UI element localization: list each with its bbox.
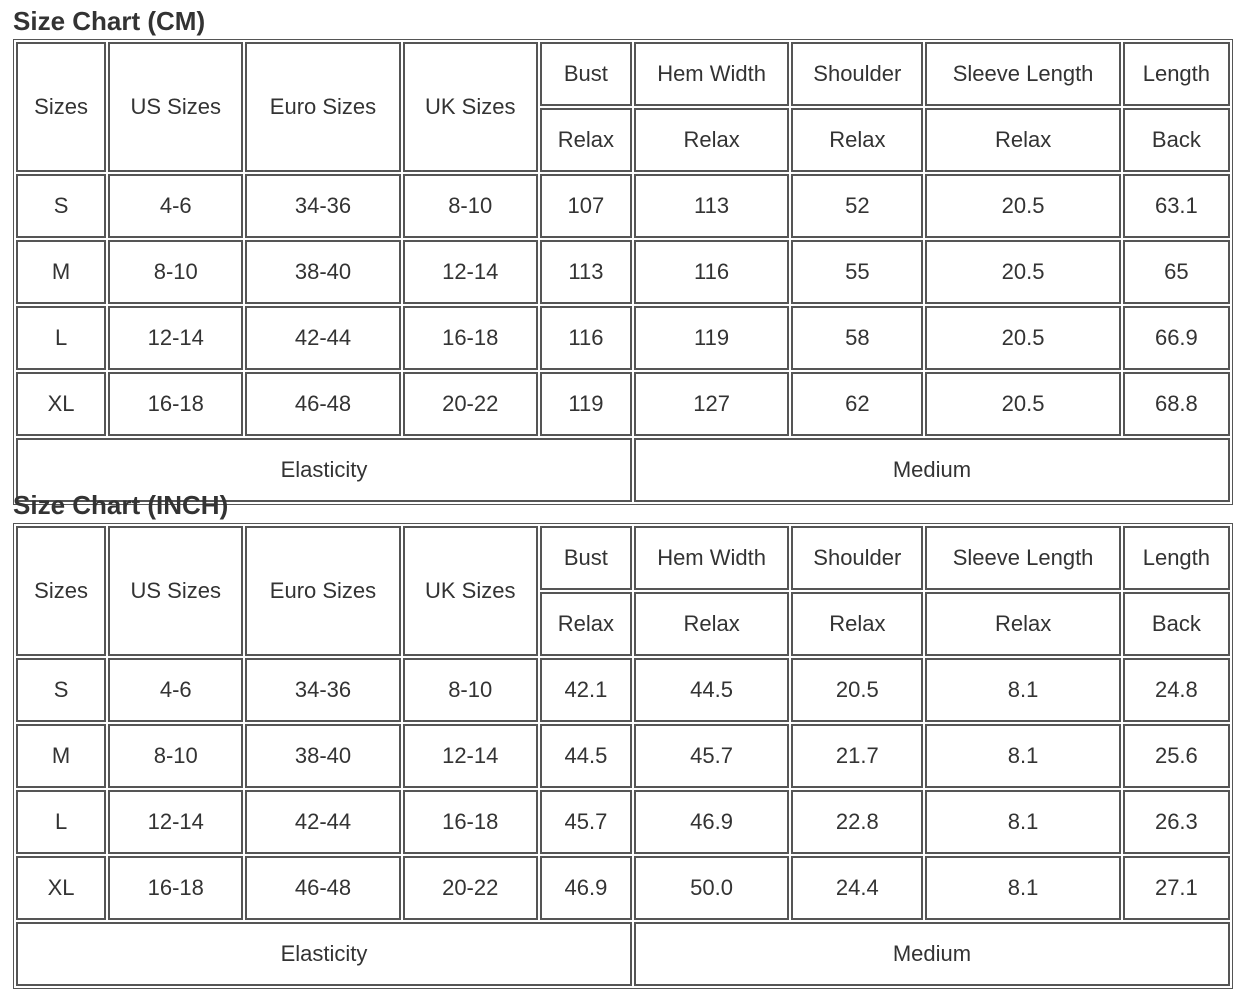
elasticity-value: Medium [634, 438, 1230, 502]
size-cell: M [16, 240, 106, 304]
us-size-cell: 12-14 [108, 790, 243, 854]
sleeve-length-cell: 20.5 [925, 174, 1120, 238]
shoulder-cell: 24.4 [791, 856, 923, 920]
hem-width-cell: 113 [634, 174, 789, 238]
uk-size-cell: 16-18 [403, 790, 538, 854]
subheader-sleeve-length: Relax [925, 108, 1120, 172]
table-row [16, 174, 1230, 238]
header-bust: Bust [540, 42, 632, 106]
length-cell: 65 [1123, 240, 1230, 304]
size-chart-cm-title: Size Chart (CM) [13, 6, 206, 36]
size-cell: XL [16, 856, 106, 920]
shoulder-cell: 20.5 [791, 658, 923, 722]
header-hem-width: Hem Width [634, 526, 789, 590]
euro-size-cell: 46-48 [245, 372, 400, 436]
table-row [16, 240, 1230, 304]
shoulder-cell: 62 [791, 372, 923, 436]
table-row [16, 372, 1230, 436]
bust-cell: 46.9 [540, 856, 632, 920]
us-size-cell: 12-14 [108, 306, 243, 370]
shoulder-cell: 58 [791, 306, 923, 370]
elasticity-label: Elasticity [16, 438, 632, 502]
shoulder-cell: 52 [791, 174, 923, 238]
hem-width-cell: 44.5 [634, 658, 789, 722]
header-shoulder: Shoulder [791, 526, 923, 590]
bust-cell: 116 [540, 306, 632, 370]
hem-width-cell: 127 [634, 372, 789, 436]
hem-width-cell: 50.0 [634, 856, 789, 920]
length-cell: 26.3 [1123, 790, 1230, 854]
subheader-hem-width: Relax [634, 592, 789, 656]
bust-cell: 45.7 [540, 790, 632, 854]
header-us-sizes: US Sizes [108, 42, 243, 172]
header-uk-sizes: UK Sizes [403, 42, 538, 172]
bust-cell: 113 [540, 240, 632, 304]
header-sizes: Sizes [16, 526, 106, 656]
length-cell: 68.8 [1123, 372, 1230, 436]
length-cell: 66.9 [1123, 306, 1230, 370]
size-chart-inch-title: Size Chart (INCH) [13, 490, 229, 520]
us-size-cell: 4-6 [108, 174, 243, 238]
length-cell: 27.1 [1123, 856, 1230, 920]
subheader-sleeve-length: Relax [925, 592, 1120, 656]
length-cell: 63.1 [1123, 174, 1230, 238]
size-cell: L [16, 790, 106, 854]
euro-size-cell: 46-48 [245, 856, 400, 920]
size-chart-cm-table [13, 39, 1233, 505]
header-sleeve-length: Sleeve Length [925, 42, 1120, 106]
size-cell: M [16, 724, 106, 788]
shoulder-cell: 55 [791, 240, 923, 304]
subheader-bust: Relax [540, 592, 632, 656]
subheader-length: Back [1123, 592, 1230, 656]
header-sleeve-length: Sleeve Length [925, 526, 1120, 590]
sleeve-length-cell: 20.5 [925, 372, 1120, 436]
euro-size-cell: 34-36 [245, 174, 400, 238]
header-length: Length [1123, 526, 1230, 590]
subheader-hem-width: Relax [634, 108, 789, 172]
sleeve-length-cell: 20.5 [925, 240, 1120, 304]
length-cell: 24.8 [1123, 658, 1230, 722]
euro-size-cell: 42-44 [245, 790, 400, 854]
elasticity-label: Elasticity [16, 922, 632, 986]
us-size-cell: 16-18 [108, 856, 243, 920]
size-cell: S [16, 658, 106, 722]
table-row [16, 724, 1230, 788]
subheader-shoulder: Relax [791, 592, 923, 656]
bust-cell: 107 [540, 174, 632, 238]
euro-size-cell: 42-44 [245, 306, 400, 370]
size-cell: XL [16, 372, 106, 436]
header-row [16, 42, 1230, 106]
uk-size-cell: 8-10 [403, 174, 538, 238]
us-size-cell: 8-10 [108, 240, 243, 304]
euro-size-cell: 34-36 [245, 658, 400, 722]
bust-cell: 44.5 [540, 724, 632, 788]
bust-cell: 42.1 [540, 658, 632, 722]
header-row [16, 526, 1230, 590]
elasticity-value: Medium [634, 922, 1230, 986]
hem-width-cell: 116 [634, 240, 789, 304]
table-row [16, 856, 1230, 920]
us-size-cell: 8-10 [108, 724, 243, 788]
header-length: Length [1123, 42, 1230, 106]
header-us-sizes: US Sizes [108, 526, 243, 656]
subheader-bust: Relax [540, 108, 632, 172]
shoulder-cell: 22.8 [791, 790, 923, 854]
hem-width-cell: 45.7 [634, 724, 789, 788]
uk-size-cell: 16-18 [403, 306, 538, 370]
us-size-cell: 16-18 [108, 372, 243, 436]
shoulder-cell: 21.7 [791, 724, 923, 788]
uk-size-cell: 20-22 [403, 856, 538, 920]
uk-size-cell: 8-10 [403, 658, 538, 722]
table-row [16, 306, 1230, 370]
subheader-shoulder: Relax [791, 108, 923, 172]
uk-size-cell: 12-14 [403, 724, 538, 788]
sleeve-length-cell: 8.1 [925, 658, 1120, 722]
header-euro-sizes: Euro Sizes [245, 526, 400, 656]
subheader-length: Back [1123, 108, 1230, 172]
sleeve-length-cell: 8.1 [925, 790, 1120, 854]
sleeve-length-cell: 8.1 [925, 724, 1120, 788]
table-row [16, 658, 1230, 722]
header-shoulder: Shoulder [791, 42, 923, 106]
sleeve-length-cell: 8.1 [925, 856, 1120, 920]
sleeve-length-cell: 20.5 [925, 306, 1120, 370]
hem-width-cell: 46.9 [634, 790, 789, 854]
header-hem-width: Hem Width [634, 42, 789, 106]
size-chart-inch-table [13, 523, 1233, 989]
header-uk-sizes: UK Sizes [403, 526, 538, 656]
size-cell: S [16, 174, 106, 238]
uk-size-cell: 20-22 [403, 372, 538, 436]
size-cell: L [16, 306, 106, 370]
header-sizes: Sizes [16, 42, 106, 172]
hem-width-cell: 119 [634, 306, 789, 370]
us-size-cell: 4-6 [108, 658, 243, 722]
header-bust: Bust [540, 526, 632, 590]
header-euro-sizes: Euro Sizes [245, 42, 400, 172]
table-row [16, 790, 1230, 854]
euro-size-cell: 38-40 [245, 724, 400, 788]
uk-size-cell: 12-14 [403, 240, 538, 304]
length-cell: 25.6 [1123, 724, 1230, 788]
euro-size-cell: 38-40 [245, 240, 400, 304]
footer-row [16, 922, 1230, 986]
bust-cell: 119 [540, 372, 632, 436]
